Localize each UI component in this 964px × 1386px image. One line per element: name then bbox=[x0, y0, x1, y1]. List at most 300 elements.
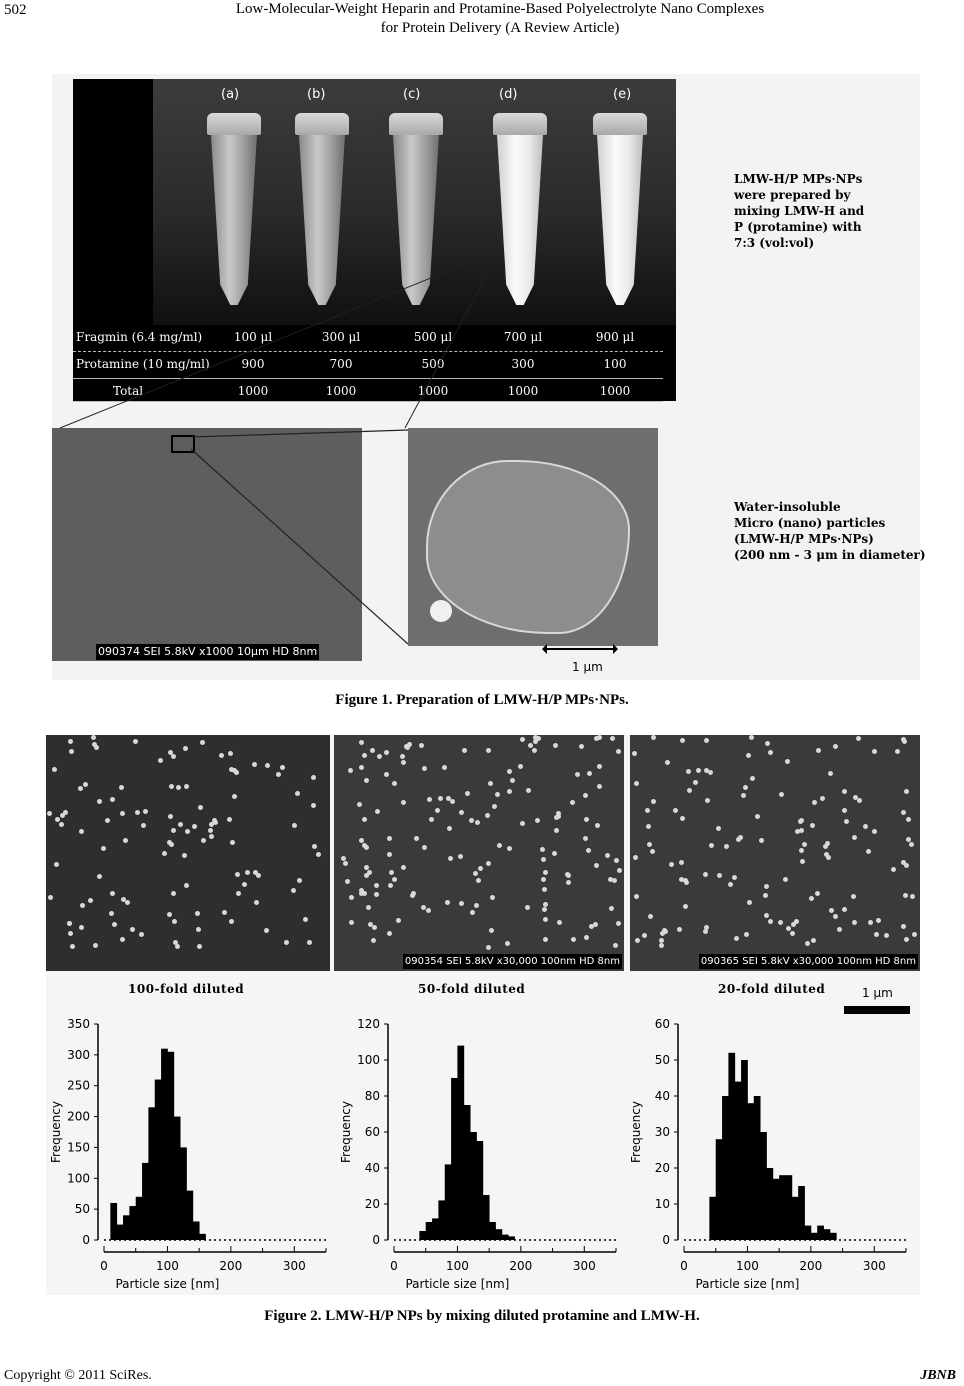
nanoparticle bbox=[687, 788, 692, 793]
y-tick-label: 0 bbox=[372, 1233, 380, 1247]
nanoparticle bbox=[447, 826, 452, 831]
histogram-bar bbox=[766, 1168, 773, 1240]
nanoparticle bbox=[359, 891, 364, 896]
nanoparticle bbox=[427, 797, 432, 802]
figure-1-caption: Figure 1. Preparation of LMW-H/P MPs·NPs. bbox=[335, 692, 629, 708]
sem-image-100-fold bbox=[46, 735, 330, 971]
nanoparticle bbox=[112, 922, 117, 927]
nanoparticle bbox=[686, 769, 691, 774]
nanoparticle bbox=[80, 903, 85, 908]
nanoparticle bbox=[884, 933, 889, 938]
nanoparticle bbox=[422, 845, 427, 850]
y-axis-label: Frequency bbox=[49, 1101, 63, 1163]
nanoparticle bbox=[518, 764, 523, 769]
nanoparticle bbox=[230, 840, 235, 845]
nanoparticle bbox=[139, 932, 144, 937]
histogram-bar bbox=[432, 1218, 439, 1240]
sem-caption: 090365 SEI 5.8kV x30,000 100nm HD 8nm bbox=[700, 956, 916, 967]
nanoparticle bbox=[856, 736, 861, 741]
nanoparticle bbox=[728, 882, 733, 887]
nanoparticle bbox=[426, 908, 431, 913]
nanoparticle bbox=[786, 926, 791, 931]
nanoparticle bbox=[387, 852, 392, 857]
x-tick-label: 200 bbox=[799, 1259, 823, 1273]
histogram-bar bbox=[186, 1191, 193, 1240]
nanoparticle bbox=[844, 819, 849, 824]
nanoparticle bbox=[540, 847, 545, 852]
y-tick-label: 60 bbox=[654, 1017, 670, 1031]
nanoparticle bbox=[901, 737, 906, 742]
nanoparticle bbox=[158, 758, 163, 763]
nanoparticle bbox=[662, 928, 667, 933]
histogram-bar bbox=[785, 1175, 792, 1240]
nanoparticle bbox=[348, 768, 353, 773]
nanoparticle bbox=[105, 818, 110, 823]
histogram-bar bbox=[824, 1229, 831, 1240]
nanoparticle bbox=[810, 823, 815, 828]
nanoparticle bbox=[70, 944, 75, 949]
nanoparticle bbox=[68, 931, 73, 936]
y-tick-label: 0 bbox=[662, 1233, 670, 1247]
nanoparticle bbox=[763, 893, 768, 898]
nanoparticle bbox=[120, 937, 125, 942]
nanoparticle bbox=[121, 897, 126, 902]
nanoparticle bbox=[377, 754, 382, 759]
table-cell: 300 bbox=[511, 357, 535, 371]
sem-image-20-fold bbox=[630, 735, 920, 971]
nanoparticle bbox=[345, 879, 350, 884]
x-tick-label: 300 bbox=[572, 1259, 596, 1273]
nanoparticle bbox=[357, 802, 362, 807]
nanoparticle bbox=[901, 860, 906, 865]
histogram-bar bbox=[142, 1163, 149, 1240]
x-tick-label: 300 bbox=[862, 1259, 886, 1273]
nanoparticle bbox=[842, 907, 847, 912]
nanoparticle bbox=[450, 799, 455, 804]
scale-arrow bbox=[545, 648, 615, 650]
nanoparticle bbox=[362, 843, 367, 848]
histogram-bar bbox=[747, 1103, 754, 1240]
x-tick-label: 0 bbox=[390, 1259, 398, 1273]
nanoparticle bbox=[693, 780, 698, 785]
nanoparticle bbox=[497, 843, 502, 848]
nanoparticle bbox=[747, 900, 752, 905]
nanoparticle bbox=[724, 844, 729, 849]
nanoparticle bbox=[488, 781, 493, 786]
nanoparticle bbox=[566, 873, 571, 878]
nanoparticle bbox=[235, 872, 240, 877]
histogram-bar bbox=[709, 1197, 716, 1240]
nanoparticle bbox=[895, 749, 900, 754]
running-title-line-1: Low-Molecular-Weight Heparin and Protamine-Based Polyelectrolyte Nano Complexes bbox=[235, 1, 765, 17]
nanoparticle bbox=[359, 740, 364, 745]
nanoparticle bbox=[445, 900, 450, 905]
nanoparticle bbox=[374, 892, 379, 897]
sem-image-high-mag bbox=[408, 428, 658, 646]
x-tick-label: 100 bbox=[445, 1259, 469, 1273]
nanoparticle bbox=[765, 741, 770, 746]
nanoparticle bbox=[785, 759, 790, 764]
nanoparticle bbox=[341, 856, 346, 861]
histogram-bar bbox=[464, 1105, 471, 1240]
particle-note: Water-insoluble Micro (nano) particles (LMW-H/P MPs·NPs) (200 nm - 3 μm in diameter) bbox=[734, 500, 926, 562]
nanoparticle bbox=[543, 917, 548, 922]
histogram-bar bbox=[716, 1139, 723, 1240]
table-cell: 500 μl bbox=[413, 330, 453, 344]
nanoparticle bbox=[616, 921, 621, 926]
nanoparticle bbox=[442, 765, 447, 770]
nanoparticle bbox=[650, 849, 655, 854]
nanoparticle bbox=[837, 927, 842, 932]
nanoparticle bbox=[597, 735, 602, 740]
nanoparticle bbox=[651, 735, 656, 740]
table-row-label: Fragmin (6.4 mg/ml) bbox=[76, 330, 203, 344]
nanoparticle bbox=[589, 924, 594, 929]
histogram-bar bbox=[457, 1046, 464, 1240]
histogram-bar bbox=[792, 1197, 799, 1240]
nanoparticle bbox=[642, 933, 647, 938]
table-cell: 300 μl bbox=[321, 330, 361, 344]
nanoparticle bbox=[401, 800, 406, 805]
nanoparticle bbox=[852, 835, 857, 840]
table-cell: 1000 bbox=[599, 384, 631, 398]
journal-name: JBNB bbox=[920, 1368, 956, 1383]
nanoparticle bbox=[828, 771, 833, 776]
nanoparticle bbox=[528, 743, 533, 748]
nanoparticle bbox=[200, 740, 205, 745]
nanoparticle bbox=[703, 929, 708, 934]
nanoparticle bbox=[863, 824, 868, 829]
nanoparticle bbox=[617, 868, 622, 873]
nanoparticle bbox=[229, 919, 234, 924]
x-tick-label: 0 bbox=[680, 1259, 688, 1273]
nanoparticle bbox=[852, 920, 857, 925]
nanoparticle bbox=[778, 920, 783, 925]
nanoparticle bbox=[812, 800, 817, 805]
table-cell: 700 μl bbox=[503, 330, 543, 344]
histogram-bar bbox=[470, 1132, 477, 1240]
histogram-bar bbox=[741, 1060, 748, 1240]
sem-caption: 090374 SEI 5.8kV x1000 10μm HD 8nm bbox=[98, 645, 318, 658]
nanoparticle bbox=[141, 823, 146, 828]
nanoparticle bbox=[704, 768, 709, 773]
nanoparticle bbox=[904, 937, 909, 942]
nanoparticle bbox=[906, 817, 911, 822]
nanoparticle bbox=[734, 936, 739, 941]
histogram-bar bbox=[773, 1179, 780, 1240]
histogram-bar bbox=[174, 1117, 181, 1240]
nanoparticle bbox=[820, 796, 825, 801]
nanoparticle bbox=[280, 765, 285, 770]
nanoparticle bbox=[673, 808, 678, 813]
particle-aggregate bbox=[426, 460, 630, 634]
nanoparticle bbox=[168, 750, 173, 755]
nanoparticle bbox=[553, 743, 558, 748]
nanoparticle bbox=[414, 836, 419, 841]
y-tick-label: 0 bbox=[82, 1233, 90, 1247]
nanoparticle bbox=[295, 791, 300, 796]
nanoparticle bbox=[575, 772, 580, 777]
nanoparticle bbox=[172, 919, 177, 924]
x-tick-label: 300 bbox=[282, 1259, 306, 1273]
nanoparticle bbox=[823, 844, 828, 849]
y-tick-label: 60 bbox=[364, 1125, 380, 1139]
y-tick-label: 20 bbox=[364, 1197, 380, 1211]
nanoparticle bbox=[387, 836, 392, 841]
nanoparticle bbox=[507, 769, 512, 774]
nanoparticle bbox=[254, 900, 259, 905]
nanoparticle bbox=[135, 810, 140, 815]
nanoparticle bbox=[55, 817, 60, 822]
nanoparticle bbox=[851, 894, 856, 899]
nanoparticle bbox=[366, 905, 371, 910]
nanoparticle bbox=[110, 891, 115, 896]
nanoparticle bbox=[507, 846, 512, 851]
nanoparticle bbox=[400, 754, 405, 759]
histogram-bar bbox=[110, 1203, 117, 1240]
table-row-label: Total bbox=[113, 384, 144, 398]
table-cell: 100 μl bbox=[233, 330, 273, 344]
nanoparticle bbox=[533, 735, 538, 740]
table-cell: 500 bbox=[421, 357, 445, 371]
nanoparticle bbox=[407, 742, 412, 747]
nanoparticle bbox=[372, 925, 377, 930]
nanoparticle bbox=[435, 808, 440, 813]
nanoparticle bbox=[510, 778, 515, 783]
histogram-bar bbox=[438, 1200, 445, 1240]
nanoparticle bbox=[857, 798, 862, 803]
nanoparticle bbox=[901, 924, 906, 929]
nanoparticle bbox=[520, 737, 525, 742]
nanoparticle bbox=[364, 873, 369, 878]
nanoparticle bbox=[597, 784, 602, 789]
histogram-bar bbox=[483, 1195, 490, 1240]
histogram-bar bbox=[451, 1078, 458, 1240]
nanoparticle bbox=[744, 932, 749, 937]
nanoparticle bbox=[647, 842, 652, 847]
nanoparticle bbox=[746, 753, 751, 758]
histogram-bar bbox=[426, 1222, 433, 1240]
histogram-bar bbox=[805, 1226, 812, 1240]
nanoparticle bbox=[171, 828, 176, 833]
histogram-bar bbox=[161, 1049, 168, 1240]
nanoparticle bbox=[178, 822, 183, 827]
nanoparticle bbox=[185, 829, 190, 834]
nanoparticle bbox=[703, 872, 708, 877]
y-tick-label: 100 bbox=[67, 1171, 90, 1186]
nanoparticle bbox=[584, 817, 589, 822]
y-tick-label: 120 bbox=[357, 1017, 380, 1031]
nanoparticle bbox=[48, 895, 53, 900]
nanoparticle bbox=[779, 792, 784, 797]
nanoparticle bbox=[429, 817, 434, 822]
nanoparticle bbox=[83, 782, 88, 787]
nanoparticle bbox=[646, 824, 651, 829]
y-tick-label: 50 bbox=[74, 1202, 90, 1217]
nanoparticle bbox=[143, 809, 148, 814]
nanoparticle bbox=[371, 938, 376, 943]
nanoparticle bbox=[634, 781, 639, 786]
histogram-bar bbox=[760, 1132, 767, 1240]
nanoparticle bbox=[790, 931, 795, 936]
histogram-bar bbox=[489, 1222, 496, 1240]
nanoparticle bbox=[195, 911, 200, 916]
nanoparticle bbox=[459, 901, 464, 906]
histogram-bar bbox=[754, 1096, 761, 1240]
nanoparticle bbox=[872, 829, 877, 834]
y-tick-label: 250 bbox=[67, 1078, 90, 1093]
nanoparticle bbox=[359, 765, 364, 770]
nanoparticle bbox=[543, 870, 548, 875]
nanoparticle bbox=[532, 748, 537, 753]
histogram-bar bbox=[495, 1229, 502, 1240]
nanoparticle bbox=[579, 744, 584, 749]
nanoparticle bbox=[632, 751, 637, 756]
nanoparticle bbox=[486, 861, 491, 866]
nanoparticle bbox=[303, 917, 308, 922]
nanoparticle bbox=[362, 817, 367, 822]
running-title-line-2: for Protein Delivery (A Review Article) bbox=[380, 20, 620, 36]
histogram-bar bbox=[779, 1175, 786, 1240]
nanoparticle bbox=[587, 771, 592, 776]
nanoparticle bbox=[904, 789, 909, 794]
nanoparticle bbox=[265, 763, 270, 768]
nanoparticle bbox=[167, 840, 172, 845]
nanoparticle bbox=[316, 852, 321, 857]
nanoparticle bbox=[469, 818, 474, 823]
nanoparticle bbox=[401, 760, 406, 765]
nanoparticle bbox=[816, 748, 821, 753]
nanoparticle bbox=[874, 932, 879, 937]
nanoparticle bbox=[130, 927, 135, 932]
nanoparticle bbox=[683, 904, 688, 909]
nanoparticle bbox=[802, 842, 807, 847]
nanoparticle bbox=[610, 736, 615, 741]
nanoparticle bbox=[176, 785, 181, 790]
nanoparticle bbox=[645, 808, 650, 813]
nanoparticle bbox=[842, 789, 847, 794]
nanoparticle bbox=[93, 943, 98, 948]
histogram-bar bbox=[117, 1225, 124, 1240]
nanoparticle bbox=[410, 893, 415, 898]
nanoparticle bbox=[183, 746, 188, 751]
table-cell: 1000 bbox=[417, 384, 449, 398]
nanoparticle bbox=[374, 883, 379, 888]
histogram-bar bbox=[180, 1147, 187, 1240]
nanoparticle bbox=[69, 749, 74, 754]
nanoparticle bbox=[541, 877, 546, 882]
y-tick-label: 40 bbox=[654, 1089, 670, 1103]
histogram-bar bbox=[148, 1107, 155, 1240]
nanoparticle bbox=[525, 905, 530, 910]
nanoparticle bbox=[292, 823, 297, 828]
nanoparticle bbox=[349, 895, 354, 900]
nanoparticle bbox=[396, 918, 401, 923]
nanoparticle bbox=[853, 795, 858, 800]
table-cell: 900 μl bbox=[595, 330, 635, 344]
nanoparticle bbox=[824, 852, 829, 857]
nanoparticle bbox=[171, 891, 176, 896]
nanoparticle bbox=[542, 887, 547, 892]
histogram-bar bbox=[155, 1080, 162, 1240]
nanoparticle bbox=[717, 873, 722, 878]
y-tick-label: 150 bbox=[67, 1140, 90, 1155]
nanoparticle bbox=[473, 871, 478, 876]
nanoparticle bbox=[541, 857, 546, 862]
nanoparticle bbox=[236, 891, 241, 896]
nanoparticle bbox=[616, 749, 621, 754]
nanoparticle bbox=[490, 895, 495, 900]
nanoparticle bbox=[716, 826, 721, 831]
nanoparticle bbox=[79, 829, 84, 834]
nanoparticle bbox=[343, 861, 348, 866]
nanoparticle bbox=[609, 906, 614, 911]
nanoparticle bbox=[552, 851, 557, 856]
sem-image-50-fold bbox=[334, 735, 624, 971]
y-tick-label: 350 bbox=[67, 1017, 90, 1031]
nanoparticle bbox=[669, 862, 674, 867]
y-tick-label: 30 bbox=[654, 1125, 670, 1139]
histogram-bar bbox=[123, 1215, 130, 1240]
nanoparticle bbox=[349, 920, 354, 925]
nanoparticle bbox=[709, 843, 714, 848]
nanoparticle bbox=[833, 744, 838, 749]
nanoparticle bbox=[362, 753, 367, 758]
nanoparticle bbox=[492, 804, 497, 809]
tube-label-a: (a) bbox=[221, 87, 240, 102]
nanoparticle bbox=[634, 894, 639, 899]
histogram-bar bbox=[193, 1221, 200, 1240]
nanoparticle bbox=[704, 738, 709, 743]
nanoparticle bbox=[583, 793, 588, 798]
histogram-50-fold bbox=[336, 1010, 626, 1300]
nanoparticle bbox=[696, 768, 701, 773]
particle-sphere bbox=[430, 600, 452, 622]
nanoparticle bbox=[227, 817, 232, 822]
nanoparticle bbox=[736, 837, 741, 842]
nanoparticle bbox=[809, 896, 814, 901]
nanoparticle bbox=[389, 870, 394, 875]
nanoparticle bbox=[52, 767, 57, 772]
nanoparticle bbox=[245, 870, 250, 875]
page-number: 502 bbox=[4, 2, 27, 18]
nanoparticle bbox=[842, 808, 847, 813]
nanoparticle bbox=[222, 910, 227, 915]
nanoparticle bbox=[755, 814, 760, 819]
nanoparticle bbox=[401, 865, 406, 870]
nanoparticle bbox=[284, 940, 289, 945]
nanoparticle bbox=[162, 851, 167, 856]
nanoparticle bbox=[171, 754, 176, 759]
nanoparticle bbox=[264, 928, 269, 933]
histogram-bar bbox=[735, 1082, 742, 1240]
nanoparticle bbox=[605, 853, 610, 858]
nanoparticle bbox=[201, 838, 206, 843]
nanoparticle bbox=[749, 735, 754, 740]
nanoparticle bbox=[197, 944, 202, 949]
nanoparticle bbox=[868, 920, 873, 925]
nanoparticle bbox=[732, 875, 737, 880]
nanoparticle bbox=[438, 796, 443, 801]
histogram-bar bbox=[502, 1235, 509, 1240]
dilution-label-20: 20-fold diluted bbox=[718, 982, 826, 996]
nanoparticle bbox=[168, 814, 173, 819]
nanoparticle bbox=[759, 838, 764, 843]
nanoparticle bbox=[384, 772, 389, 777]
x-tick-label: 200 bbox=[509, 1259, 533, 1273]
nanoparticle bbox=[123, 838, 128, 843]
nanoparticle bbox=[242, 882, 247, 887]
